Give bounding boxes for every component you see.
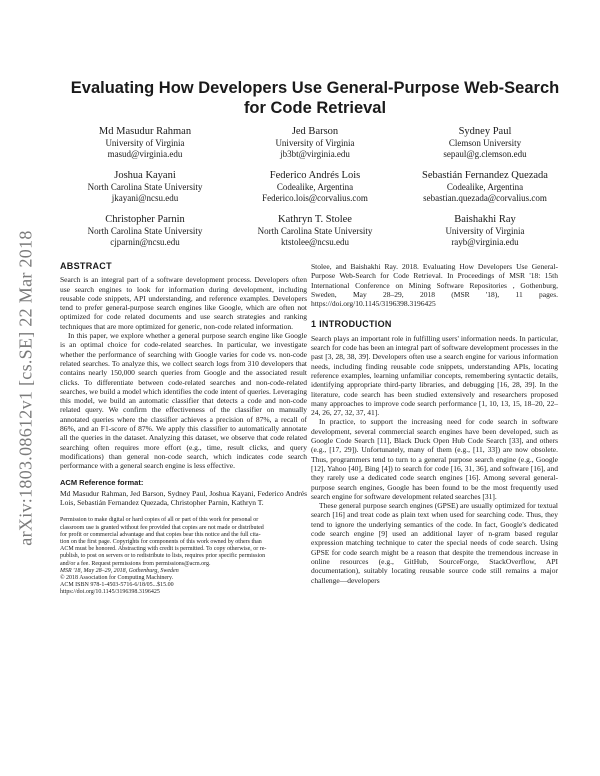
- author-affiliation: University of Virginia: [105, 138, 185, 148]
- footnote-line: and/or a fee. Request permissions from permissions@acm.org.: [60, 560, 211, 567]
- author: [400, 213, 570, 248]
- abstract-paragraph: In this paper, we explore whether a general purpose search engine like Google is an optimal choice for code-related searches. In particular, we investigate whether the performance of searching with Google varies for code vs. non-code related searches. To analyze this, we collect search logs from 310 developers that contains nearly 150,000 search queries from Google and the associated result clicks. To differentiate between code-related searches and non-code-related searches, we build a model which identifies the code intent of queries. Leveraging this model, we build an automatic classifier that detects a code and non-code related query. We confirm the effectiveness of the classifier on manually annotated queries where the classifier achieves a precision of 87%, a recall of 86%, and an F1-score of 87%. We apply this classifier to automatically annotate all the queries in the dataset. Analyzing this dataset, we observe that code related searching often requires more effort (e.g., time, result clicks, and query modifications) than general non-code search, which indicates code search performance with a general search engine is less effective.: [60, 331, 307, 471]
- author-row: [60, 213, 570, 248]
- author-email: sebastian.quezada@corvalius.com: [423, 193, 547, 203]
- right-column: [311, 262, 558, 585]
- author-email: sepaul@g.clemson.edu: [443, 149, 527, 159]
- author-affiliation: North Carolina State University: [87, 182, 203, 192]
- footnote-line: https://doi.org/10.1145/3196398.3196425: [60, 589, 160, 596]
- author-affiliation: University of Virginia: [445, 226, 525, 236]
- author: [60, 169, 230, 204]
- author: [400, 125, 570, 160]
- footnote-line: publish, to post on servers or to redistribute to lists, requires prior specific permission: [60, 553, 266, 560]
- footnote-line: Permission to make digital or hard copies of all or part of this work for personal or: [60, 517, 259, 524]
- author-block: [60, 125, 570, 257]
- footnote-line: tion on the first page. Copyrights for components of this work owned by others than: [60, 539, 262, 546]
- paper-title: [60, 78, 570, 118]
- author: [60, 213, 230, 248]
- author: [60, 125, 230, 160]
- author-name: Jed Barson: [291, 126, 339, 137]
- author-row: [60, 169, 570, 204]
- author-email: masud@virginia.edu: [107, 149, 183, 159]
- footnote-line: for profit or commercial advantage and that copies bear this notice and the full cita-: [60, 531, 261, 538]
- footnote-line: ACM ISBN 978-1-4503-5716-6/18/05...$15.00: [60, 582, 174, 589]
- intro-paragraph: These general purpose search engines (GPSE) are usually optimized for textual search [16] and treat code as plain text when used for searching code. Thus, they tend to ignore the underlying semantics of the code. In fact, Google's dedicated code search engine [9] used an additional layer of n-gram based regular expression matching technique to cater the special needs of code search. Using GPSE for code search might be a reason that despite the tremendous increase in online resources (e.g., GitHub, SourceForge, StackOverflow, API documentation), suitably locating reusable source code still remains a major challenge—developers: [311, 501, 558, 585]
- author-row: [60, 125, 570, 160]
- footnote-line: classroom use is granted without fee provided that copies are not made or distributed: [60, 524, 264, 531]
- author-affiliation: University of Virginia: [275, 138, 355, 148]
- title-line-1: Evaluating How Developers Use General-Purpose Web-Search: [70, 79, 560, 97]
- left-column: [60, 262, 307, 597]
- author: [230, 125, 400, 160]
- acm-reference-heading: ACM Reference format:: [60, 477, 144, 487]
- acm-reference-text: Md Masudur Rahman, Jed Barson, Sydney Paul, Joshua Kayani, Federico Andrés Lois, Sebastián Fernandez Quezada, Christopher Parnin, Kathryn T.: [60, 488, 307, 508]
- intro-paragraph: Search plays an important role in fulfilling users' information needs. In particular, search for code has been an integral part of software development processes in the past [3, 28, 38, 39]. Developers often use a search engine for various information needs, including finding reusable code snippets, understanding APIs, locating reference examples, learning unfamiliar concepts, remembering syntactic details, identifying appropriate third-party libraries, and debugging [16, 28, 39]. In the literature, code search has been studied extensively and researchers proposed many approaches to improve code search performance [1, 10, 13, 15, 18–20, 22–24, 26, 27, 32, 37, 41].: [311, 333, 558, 418]
- author-email: Federico.lois@corvalius.com: [262, 193, 368, 203]
- footnote-line: © 2018 Association for Computing Machinery.: [60, 575, 174, 582]
- author: [230, 169, 400, 204]
- author: [230, 213, 400, 248]
- author-name: Sydney Paul: [458, 126, 512, 137]
- intro-paragraph: In practice, to support the increasing need for code search in software development, several commercial search engines have been developed, such as Google Code Search [11], Black Duck Open Hub Code Search [33], and others (e.g., [17, 29]). Unfortunately, many of them (e.g., [11, 33]) are now obsolete. Thus, programmers tend to turn to a general purpose search engine (e.g., Google [12], Yahoo [40], Bing [4]) to search for code [16, 31, 36], and software [16], and they rarely use a dedicated code search engines [16]. Among several general-purpose search engines, Google has been found to be the most frequently used search engine for software development related searches [31].: [311, 417, 558, 501]
- author-affiliation: Clemson University: [448, 138, 522, 148]
- author-name: Baishakhi Ray: [454, 214, 516, 225]
- abstract-paragraph: Search is an integral part of a software development process. Developers often use search engines to look for information during development, including reusable code snippets, API understanding, and reference examples. Developers tend to prefer general-purpose search engines like Google, which are often not optimized for code related documents and use search strategies and ranking techniques that are more optimized for generic, non-code related information.: [60, 275, 307, 331]
- copyright-footnote: [60, 517, 307, 596]
- author-name: Sebastián Fernandez Quezada: [422, 170, 548, 181]
- arxiv-sidebar-stamp: [14, 168, 38, 608]
- acm-reference-continuation: Stolee, and Baishakhi Ray. 2018. Evaluating How Developers Use General-Purpose Web-Search for Code Retrieval. In Proceedings of MSR '18: 15th International Conference on Mining Software Repositories , Gothenburg, Sweden, May 28–29, 2018 (MSR '18), 11 pages. https://doi.org/10.1145/3196398.3196425: [311, 262, 558, 309]
- abstract-heading: ABSTRACT: [60, 261, 112, 271]
- title-line-2: for Code Retrieval: [243, 99, 387, 117]
- author-name: Md Masudur Rahman: [98, 126, 192, 137]
- author-name: Kathryn T. Stolee: [278, 214, 352, 225]
- arxiv-id: arXiv:1803.08612v1 [cs.SE] 22 Mar 2018: [15, 230, 36, 546]
- author-affiliation: Codealike, Argentina: [276, 182, 354, 192]
- introduction-heading: 1 INTRODUCTION: [311, 319, 392, 330]
- author: [400, 169, 570, 204]
- author-email: jkayani@ncsu.edu: [111, 193, 179, 203]
- footnote-line: ACM must be honored. Abstracting with credit is permitted. To copy otherwise, or re-: [60, 546, 267, 553]
- author-email: jb3bt@virginia.edu: [280, 149, 350, 159]
- author-name: Joshua Kayani: [114, 170, 176, 181]
- author-email: rayb@virginia.edu: [451, 237, 519, 247]
- author-name: Christopher Parnin: [105, 214, 185, 225]
- author-name: Federico Andrés Lois: [269, 170, 361, 181]
- author-affiliation: North Carolina State University: [257, 226, 373, 236]
- author-email: cjparnin@ncsu.edu: [110, 237, 180, 247]
- author-email: ktstolee@ncsu.edu: [280, 237, 350, 247]
- author-affiliation: North Carolina State University: [87, 226, 203, 236]
- footnote-line: MSR '18, May 28–29, 2018, Gothenburg, Sweden: [60, 567, 179, 574]
- author-affiliation: Codealike, Argentina: [446, 182, 524, 192]
